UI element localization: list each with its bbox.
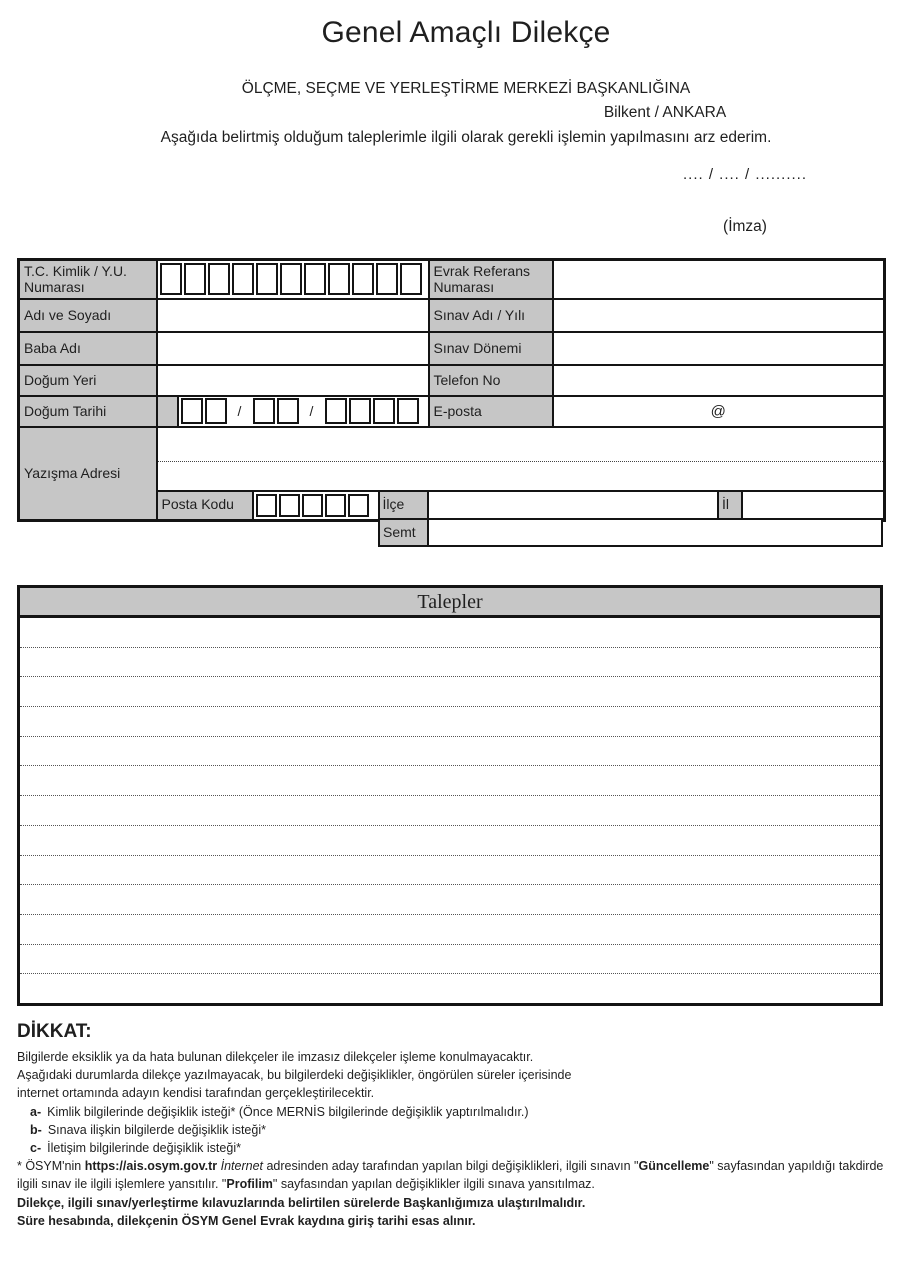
footnote-part-4: " sayfasından yapılan değişiklikler ilgili sınava yansıtılmaz. <box>272 1177 595 1192</box>
petition-statement: Aşağıda belirtmiş olduğum taleplerimle ilgili olarak gerekli işlemin yapılmasını arz ederim. <box>160 129 772 146</box>
notice-item-c <box>30 1139 889 1157</box>
birthdate-boxes <box>179 397 419 426</box>
address-line-1[interactable] <box>158 428 884 462</box>
district-input[interactable] <box>429 492 720 519</box>
footnote-url: https://ais.osym.gov.tr <box>84 1159 218 1174</box>
email-input[interactable] <box>553 396 885 427</box>
digit-box[interactable] <box>280 263 302 295</box>
requests-section <box>17 585 883 1006</box>
footnote-part-1: * ÖSYM'nin <box>17 1159 85 1174</box>
digit-box[interactable] <box>256 494 277 517</box>
notice-heading: DİKKAT: <box>17 1021 92 1042</box>
address-label: Yazışma Adresi <box>19 427 157 521</box>
quarter-label: Semt <box>380 520 429 545</box>
father-name-input[interactable] <box>157 332 429 365</box>
digit-box[interactable] <box>397 398 419 424</box>
talepler-line[interactable] <box>20 737 880 767</box>
notice-para-2b: internet ortamında adayın kendisi tarafından gerçekleştirilecektir. <box>17 1086 375 1101</box>
digit-box[interactable] <box>302 494 323 517</box>
tc-number-cell <box>157 260 429 299</box>
email-label: E-posta <box>429 396 553 427</box>
notice-item-a-text: Kimlik bilgilerinde değişiklik isteği* (Önce MERNİS bilgilerinde değişiklik yaptırılmalıdır.) <box>47 1104 529 1119</box>
digit-box[interactable] <box>325 398 347 424</box>
talepler-line[interactable] <box>20 885 880 915</box>
province-label: İl <box>719 492 743 519</box>
exam-name-label: Sınav Adı / Yılı <box>429 299 553 332</box>
tc-number-boxes <box>158 263 428 295</box>
digit-box[interactable] <box>160 263 182 295</box>
digit-box[interactable] <box>304 263 326 295</box>
footnote-internet: İnternet <box>217 1159 267 1174</box>
father-name-label: Baba Adı <box>19 332 157 365</box>
talepler-line[interactable] <box>20 677 880 707</box>
digit-box[interactable] <box>181 398 203 424</box>
name-input[interactable] <box>157 299 429 332</box>
digit-box[interactable] <box>352 263 374 295</box>
digit-box[interactable] <box>400 263 422 295</box>
birthplace-input[interactable] <box>157 365 429 396</box>
notice-item-c-prefix: c- <box>30 1141 42 1156</box>
exam-name-input[interactable] <box>553 299 885 332</box>
exam-period-label: Sınav Dönemi <box>429 332 553 365</box>
notice-para-2a: Aşağıdaki durumlarda dilekçe yazılmayacak, bu bilgilerdeki değişiklikler, öngörülen süreler içerisinde <box>17 1068 572 1083</box>
postal-code-boxes <box>254 492 380 519</box>
birthdate-label-extension <box>158 397 179 426</box>
addressee-location: Bilkent / ANKARA <box>603 104 727 121</box>
addressee-line: ÖLÇME, SEÇME VE YERLEŞTİRME MERKEZİ BAŞKANLIĞINA <box>241 80 691 97</box>
date-separator: / <box>229 398 251 424</box>
talepler-line[interactable] <box>20 618 880 648</box>
notice-bold-2: Süre hesabında, dilekçenin ÖSYM Genel Evrak kaydına giriş tarihi esas alınır. <box>17 1213 476 1228</box>
talepler-line[interactable] <box>20 945 880 975</box>
talepler-line[interactable] <box>20 974 880 1003</box>
birthdate-cell <box>157 396 429 427</box>
postal-code-label: Posta Kodu <box>158 492 254 519</box>
footnote-part-2: adresinden aday tarafından yapılan bilgi değişiklikleri, ilgili sınavın " <box>266 1159 639 1174</box>
digit-box[interactable] <box>279 494 300 517</box>
digit-box[interactable] <box>256 263 278 295</box>
personal-info-table <box>17 258 886 522</box>
notice-item-b <box>30 1121 889 1139</box>
address-line-2[interactable] <box>158 462 884 492</box>
digit-box[interactable] <box>253 398 275 424</box>
talepler-line[interactable] <box>20 766 880 796</box>
address-cell <box>157 427 885 521</box>
exam-period-input[interactable] <box>553 332 885 365</box>
digit-box[interactable] <box>376 263 398 295</box>
quarter-input[interactable] <box>429 520 881 545</box>
phone-label: Telefon No <box>429 365 553 396</box>
tc-number-label: T.C. Kimlik / Y.U. Numarası <box>19 260 157 299</box>
notice-section <box>17 1021 889 1230</box>
digit-box[interactable] <box>208 263 230 295</box>
notice-item-b-text: Sınava ilişkin bilgilerde değişiklik isteği* <box>47 1122 266 1137</box>
district-label: İlçe <box>380 492 429 519</box>
postal-row <box>158 492 884 519</box>
digit-box[interactable] <box>205 398 227 424</box>
footnote <box>17 1157 889 1193</box>
doc-ref-input[interactable] <box>553 260 885 299</box>
talepler-line[interactable] <box>20 796 880 826</box>
talepler-line[interactable] <box>20 915 880 945</box>
notice-para-1: Bilgilerde eksiklik ya da hata bulunan dilekçeler ile imzasız dilekçeler işleme konulmayacaktır. <box>17 1050 534 1064</box>
notice-item-c-text: İletişim bilgilerinde değişiklik isteği* <box>47 1141 241 1156</box>
phone-input[interactable] <box>553 365 885 396</box>
digit-box[interactable] <box>373 398 395 424</box>
talepler-line[interactable] <box>20 648 880 678</box>
doc-ref-label: Evrak Referans Numarası <box>429 260 553 299</box>
talepler-line[interactable] <box>20 707 880 737</box>
page-title: Genel Amaçlı Dilekçe <box>321 16 611 49</box>
date-separator: / <box>301 398 323 424</box>
digit-box[interactable] <box>325 494 346 517</box>
digit-box[interactable] <box>184 263 206 295</box>
notice-item-b-prefix: b- <box>30 1122 42 1137</box>
notice-item-a-prefix: a- <box>30 1104 42 1119</box>
email-at-symbol: @ <box>710 402 726 420</box>
date-placeholder[interactable]: .... / .... / .......... <box>682 166 808 183</box>
birthplace-label: Doğum Yeri <box>19 365 157 396</box>
talepler-body <box>20 618 880 1003</box>
name-label: Adı ve Soyadı <box>19 299 157 332</box>
footnote-profilim: Profilim <box>226 1177 273 1192</box>
digit-box[interactable] <box>277 398 299 424</box>
birthdate-label: Doğum Tarihi <box>19 396 157 427</box>
notice-item-a <box>30 1103 889 1121</box>
digit-box[interactable] <box>328 263 350 295</box>
signature-label: (İmza) <box>723 218 767 235</box>
talepler-line[interactable] <box>20 826 880 856</box>
requests-title: Talepler <box>20 588 880 618</box>
province-input[interactable] <box>743 492 883 519</box>
footnote-guncelleme: Güncelleme <box>638 1159 710 1174</box>
talepler-line[interactable] <box>20 856 880 886</box>
notice-bold-1: Dilekçe, ilgili sınav/yerleştirme kılavuzlarında belirtilen sürelerde Başkanlığımıza ulaştırılmalıdır. <box>17 1195 586 1210</box>
digit-box[interactable] <box>349 398 371 424</box>
footnote-part-3: " sayfasından yapıldığı takdirde ilgili sınav ile ilgili işlemlere yansıtılır. " <box>17 1159 884 1192</box>
digit-box[interactable] <box>348 494 369 517</box>
digit-box[interactable] <box>232 263 254 295</box>
quarter-row <box>378 518 883 547</box>
